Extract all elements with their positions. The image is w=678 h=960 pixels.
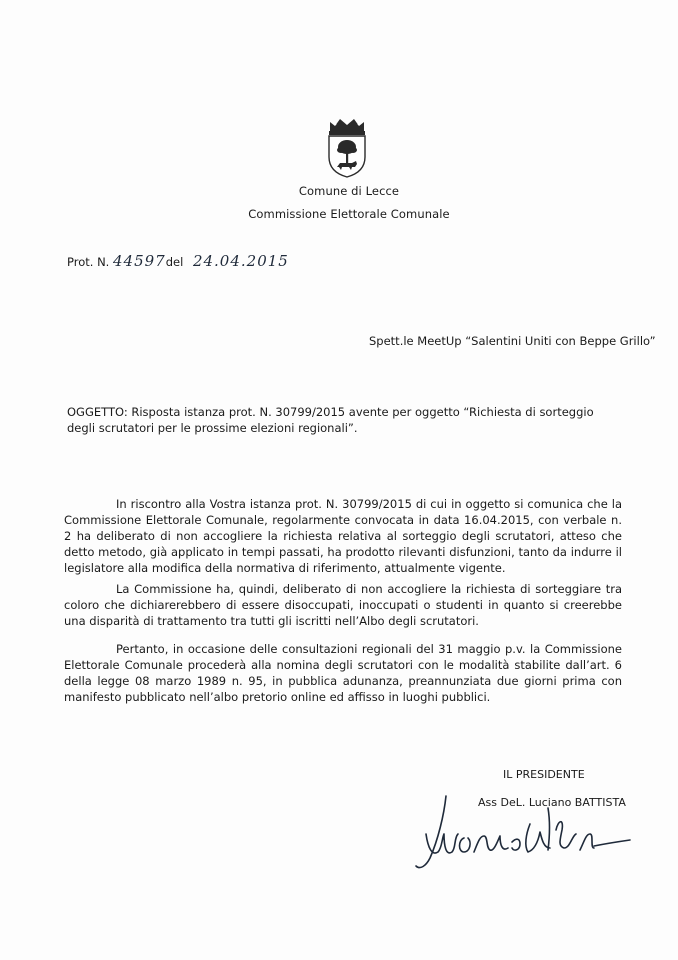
subject-line: OGGETTO: Risposta istanza prot. N. 30799/2015 avente per oggetto “Richiesta di sorteggio degli scrutatori per le prossime elezioni regionali”. [67, 405, 594, 435]
protocol-line [67, 252, 289, 270]
handwritten-signature [408, 790, 633, 880]
signatory-name: Ass DeL. Luciano BATTISTA [478, 796, 626, 809]
municipality-name: Comune di Lecce [298, 184, 400, 198]
commission-name: Commissione Elettorale Comunale [248, 207, 450, 221]
body-paragraph-2: La Commissione ha, quindi, deliberato di non accogliere la richiesta di sorteggiare tra coloro che dichiarerebbero di essere disoccupati, inoccupati o studenti in quanto si creerebbe una disparità di trattamento tra tutti gli iscritti nell’Albo degli scrutatori. [64, 582, 622, 628]
body-paragraph-3: Pertanto, in occasione delle consultazioni regionali del 31 maggio p.v. la Commissione Elettorale Comunale procederà alla nomina degli scrutatori con le modalità stabilite dall’art. 6 della legge 08 marzo 1989 n. 95, in pubblica adunanza, preannunziata due giorni prima con manifesto pubblicato nell’albo pretorio online ed affisso in luoghi pubblici. [64, 642, 622, 704]
recipient-address: Spett.le MeetUp “Salentini Uniti con Beppe Grillo” [369, 334, 656, 348]
municipal-coat-of-arms-icon [324, 117, 370, 179]
protocol-del-label: del [165, 255, 184, 269]
protocol-prefix: Prot. N. [67, 255, 110, 269]
protocol-date: 24.04.2015 [192, 252, 289, 270]
president-title: IL PRESIDENTE [503, 768, 585, 781]
body-paragraph-1: In riscontro alla Vostra istanza prot. N. 30799/2015 di cui in oggetto si comunica che la Commissione Elettorale Comunale, regolarmente convocata in data 16.04.2015, con verbale n. 2 ha deliberato di non accogliere la richiesta relativa al sorteggio degli scrutatori, atteso che detto metodo, già applicato in tempi passati, ha prodotto rilevanti disfunzioni, tanto da indurre il legislatore alla modifica della normativa di riferimento, attualmente vigente. [64, 497, 622, 575]
protocol-number: 44597 [112, 252, 166, 270]
